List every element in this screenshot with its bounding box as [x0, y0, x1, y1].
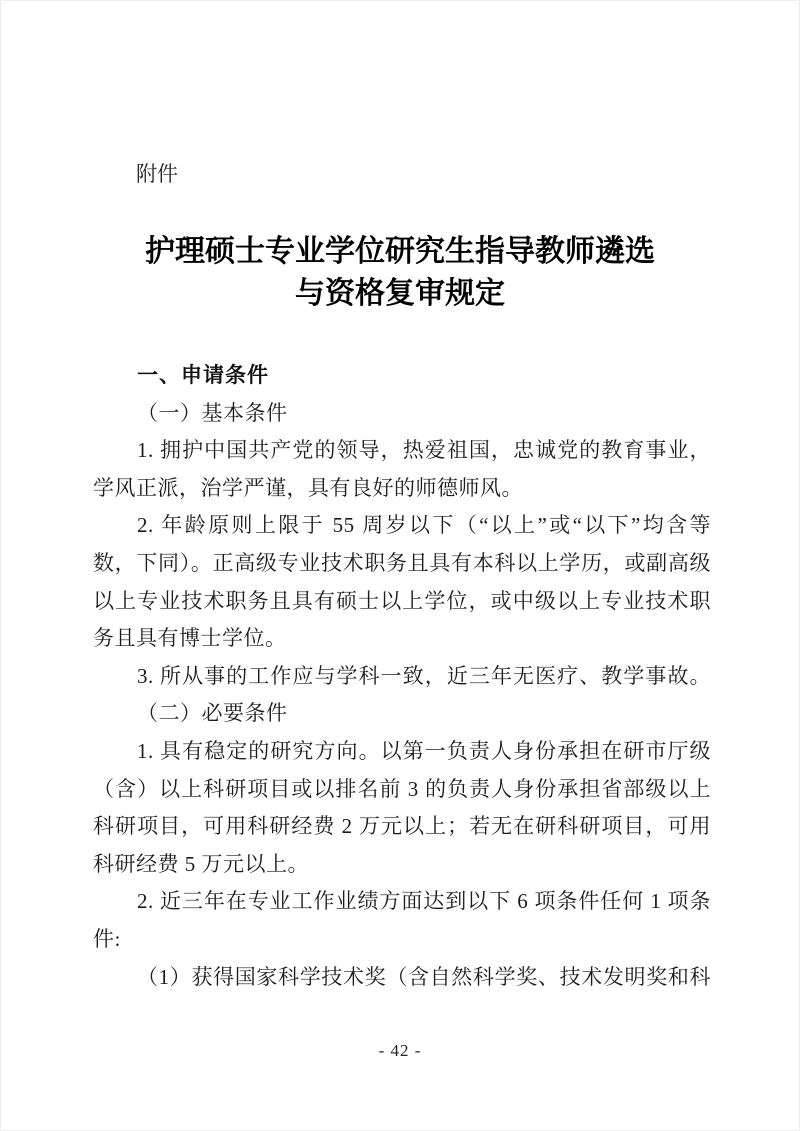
document-title-line-2: 与资格复审规定: [295, 277, 505, 310]
basic-item-1-line-1: 1. 拥护中国共产党的领导，热爱祖国，忠诚党的教育事业，: [137, 438, 711, 463]
subheading-necessary-conditions: （二）必要条件: [137, 701, 288, 726]
basic-item-3: 3. 所从事的工作应与学科一致，近三年无医疗、教学事故。: [137, 663, 711, 688]
section-heading-application-conditions: 一、申请条件: [137, 364, 269, 387]
basic-item-2-line-3: 以上专业技术职务且具有硕士以上学位，或中级以上专业技术职: [93, 588, 711, 613]
subheading-basic-conditions: （一）基本条件: [137, 400, 288, 425]
necessary-item-1-line-1: 1. 具有稳定的研究方向。以第一负责人身份承担在研市厅级: [137, 738, 711, 763]
necessary-item-1-line-2: （含）以上科研项目或以排名前 3 的负责人身份承担省部级以上: [93, 776, 711, 801]
document-title-line-1: 护理硕士专业学位研究生指导教师遴选: [145, 235, 655, 268]
necessary-item-1-line-4: 科研经费 5 万元以上。: [93, 851, 309, 876]
necessary-item-1-line-3: 科研项目，可用科研经费 2 万元以上；若无在研科研项目，可用: [93, 814, 711, 839]
attachment-label: 附件: [136, 162, 178, 186]
document-body: [93, 357, 711, 996]
basic-item-2-line-4: 务且具有博士学位。: [93, 626, 287, 651]
necessary-item-2-line-2: 件:: [93, 926, 121, 951]
page-number: - 42 -: [378, 1041, 422, 1060]
necessary-item-2-line-1: 2. 近三年在专业工作业绩方面达到以下 6 项条件任何 1 项条: [137, 889, 711, 914]
basic-item-1-line-2: 学风正派，治学严谨，具有良好的师德师风。: [93, 475, 523, 500]
necessary-item-2-sub-1: （1）获得国家科学技术奖（含自然科学奖、技术发明奖和科: [137, 964, 711, 989]
document-title: [1, 231, 799, 315]
basic-item-2-line-1: 2. 年龄原则上限于 55 周岁以下（“以上”或“以下”均含等: [137, 513, 711, 538]
basic-item-2-line-2: 数，下同）。正高级专业技术职务且具有本科以上学历，或副高级: [93, 550, 711, 575]
